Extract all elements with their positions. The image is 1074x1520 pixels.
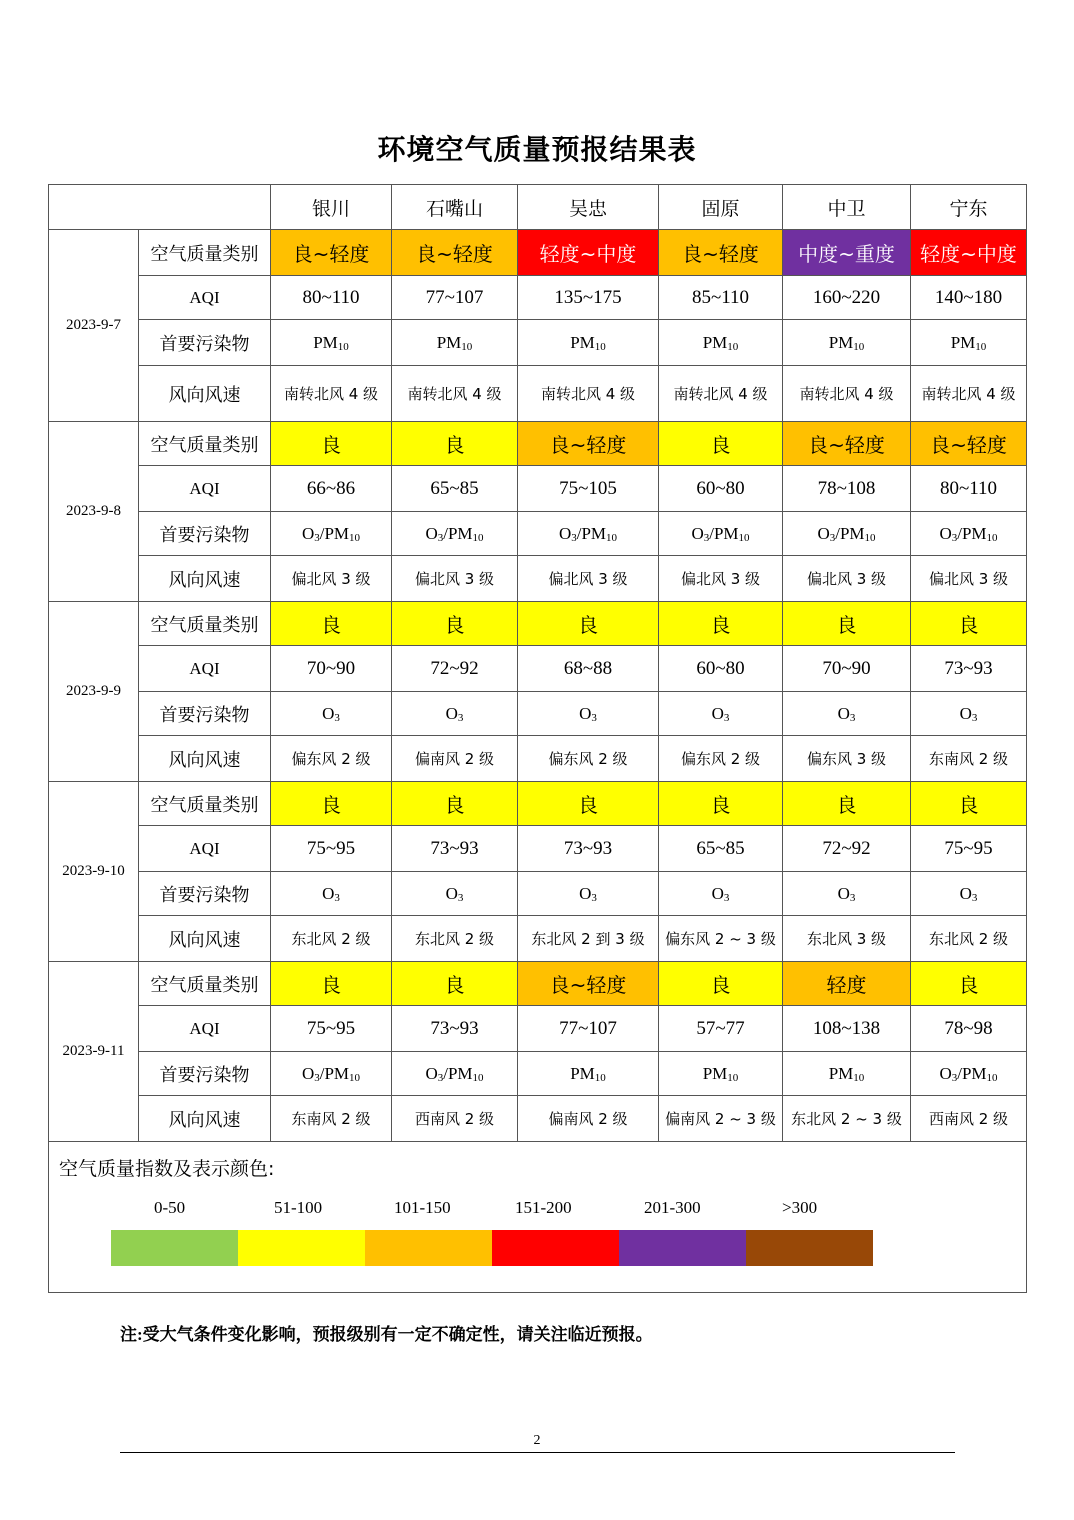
category-cell: 良~轻度 bbox=[659, 230, 783, 276]
page-number: 2 bbox=[533, 1433, 541, 1448]
row-aqi bbox=[49, 466, 1027, 512]
pollutant-subscript: 3 bbox=[457, 891, 464, 904]
pollutant-cell bbox=[783, 320, 911, 366]
row-label-aqi: AQI bbox=[139, 1006, 271, 1052]
pollutant-cell bbox=[911, 320, 1027, 366]
category-cell: 良 bbox=[659, 602, 783, 646]
pollutant-subscript: 10 bbox=[349, 531, 361, 544]
pollutant-cell bbox=[659, 872, 783, 916]
pollutant-subscript: 3 bbox=[849, 711, 856, 724]
row-label-pollutant: 首要污染物 bbox=[139, 320, 271, 366]
legend-color-bar bbox=[111, 1230, 873, 1266]
legend-cell bbox=[49, 1142, 1027, 1293]
wind-cell: 南转北风 4 级 bbox=[518, 366, 659, 422]
pollutant-cell bbox=[659, 1052, 783, 1096]
pollutant-cell bbox=[518, 692, 659, 736]
row-label-category: 空气质量类别 bbox=[139, 962, 271, 1006]
pollutant-subscript: 3 bbox=[971, 711, 978, 724]
row-aqi bbox=[49, 276, 1027, 320]
pollutant-name: O bbox=[445, 883, 458, 903]
pollutant-cell bbox=[659, 320, 783, 366]
pollutant-subscript: 10 bbox=[727, 1071, 739, 1084]
category-cell: 良 bbox=[911, 782, 1027, 826]
pollutant-cell bbox=[271, 512, 392, 556]
pollutant-name: /PM bbox=[443, 1063, 473, 1083]
category-cell: 良 bbox=[911, 962, 1027, 1006]
aqi-cell: 77~107 bbox=[392, 276, 518, 320]
category-cell: 良 bbox=[659, 782, 783, 826]
aqi-cell: 68~88 bbox=[518, 646, 659, 692]
aqi-cell: 160~220 bbox=[783, 276, 911, 320]
wind-cell: 偏东风 3 级 bbox=[783, 736, 911, 782]
pollutant-name: O bbox=[445, 703, 458, 723]
category-cell: 中度~重度 bbox=[783, 230, 911, 276]
pollutant-name: PM bbox=[828, 1063, 854, 1083]
category-cell: 良 bbox=[271, 782, 392, 826]
legend-swatch bbox=[619, 1230, 746, 1266]
pollutant-cell bbox=[518, 872, 659, 916]
wind-cell: 偏东风 2 级 bbox=[271, 736, 392, 782]
row-label-wind: 风向风速 bbox=[139, 556, 271, 602]
pollutant-cell bbox=[783, 692, 911, 736]
wind-cell: 偏东风 2 级 bbox=[659, 736, 783, 782]
pollutant-name: O bbox=[837, 883, 850, 903]
pollutant-name: O bbox=[817, 523, 830, 543]
row-wind bbox=[49, 736, 1027, 782]
category-cell: 良 bbox=[783, 782, 911, 826]
row-wind bbox=[49, 916, 1027, 962]
pollutant-name: PM bbox=[828, 332, 854, 352]
aqi-cell: 70~90 bbox=[271, 646, 392, 692]
category-cell: 良 bbox=[271, 602, 392, 646]
city-header: 中卫 bbox=[783, 185, 911, 230]
wind-cell: 东北风 2 ~ 3 级 bbox=[783, 1096, 911, 1142]
category-cell: 良~轻度 bbox=[911, 422, 1027, 466]
pollutant-name: PM bbox=[570, 332, 595, 352]
pollutant-subscript: 3 bbox=[723, 711, 730, 724]
category-cell: 良 bbox=[271, 962, 392, 1006]
row-label-pollutant: 首要污染物 bbox=[139, 692, 271, 736]
pollutant-cell bbox=[271, 872, 392, 916]
legend-title: 空气质量指数及表示颜色: bbox=[59, 1158, 275, 1180]
wind-cell: 东北风 3 级 bbox=[783, 916, 911, 962]
pollutant-cell bbox=[392, 512, 518, 556]
aqi-cell: 140~180 bbox=[911, 276, 1027, 320]
pollutant-name: O bbox=[322, 883, 335, 903]
pollutant-name: O bbox=[959, 883, 972, 903]
pollutant-name: O bbox=[579, 703, 592, 723]
aqi-cell: 65~85 bbox=[392, 466, 518, 512]
pollutant-subscript: 3 bbox=[437, 531, 444, 544]
pollutant-subscript: 10 bbox=[738, 531, 750, 544]
row-label-wind: 风向风速 bbox=[139, 366, 271, 422]
pollutant-name: /PM bbox=[576, 523, 607, 543]
row-category bbox=[49, 602, 1027, 646]
legend-swatch bbox=[111, 1230, 238, 1266]
aqi-cell: 73~93 bbox=[911, 646, 1027, 692]
pollutant-subscript: 3 bbox=[703, 531, 710, 544]
pollutant-cell bbox=[518, 1052, 659, 1096]
pollutant-name: O bbox=[939, 523, 952, 543]
category-cell: 良 bbox=[392, 422, 518, 466]
date-cell: 2023-9-8 bbox=[49, 422, 139, 602]
row-aqi bbox=[49, 646, 1027, 692]
pollutant-cell bbox=[783, 1052, 911, 1096]
aqi-cell: 73~93 bbox=[518, 826, 659, 872]
footnote: 注:受大气条件变化影响，预报级别有一定不确定性，请关注临近预报。 bbox=[120, 1325, 653, 1344]
wind-cell: 西南风 2 级 bbox=[392, 1096, 518, 1142]
aqi-cell: 80~110 bbox=[911, 466, 1027, 512]
row-label-wind: 风向风速 bbox=[139, 736, 271, 782]
row-aqi bbox=[49, 826, 1027, 872]
category-cell: 良~轻度 bbox=[392, 230, 518, 276]
pollutant-subscript: 10 bbox=[986, 1071, 998, 1084]
category-cell: 轻度~中度 bbox=[911, 230, 1027, 276]
row-pollutant bbox=[49, 320, 1027, 366]
pollutant-cell bbox=[659, 692, 783, 736]
wind-cell: 南转北风 4 级 bbox=[911, 366, 1027, 422]
city-header: 吴忠 bbox=[518, 185, 659, 230]
pollutant-subscript: 10 bbox=[853, 1071, 865, 1084]
footer-divider bbox=[120, 1452, 955, 1453]
aqi-cell: 70~90 bbox=[783, 646, 911, 692]
aqi-cell: 78~98 bbox=[911, 1006, 1027, 1052]
city-header: 石嘴山 bbox=[392, 185, 518, 230]
legend-range-label: 151-200 bbox=[515, 1198, 572, 1217]
pollutant-cell bbox=[911, 692, 1027, 736]
category-cell: 良 bbox=[911, 602, 1027, 646]
pollutant-cell bbox=[911, 872, 1027, 916]
row-pollutant bbox=[49, 1052, 1027, 1096]
category-cell: 良 bbox=[392, 962, 518, 1006]
pollutant-subscript: 3 bbox=[314, 1071, 320, 1084]
aqi-cell: 75~95 bbox=[271, 1006, 392, 1052]
wind-cell: 西南风 2 级 bbox=[911, 1096, 1027, 1142]
category-cell: 良~轻度 bbox=[518, 422, 659, 466]
pollutant-subscript: 10 bbox=[975, 340, 987, 353]
pollutant-name: /PM bbox=[957, 523, 987, 543]
category-cell: 良 bbox=[659, 962, 783, 1006]
row-label-aqi: AQI bbox=[139, 646, 271, 692]
wind-cell: 南转北风 4 级 bbox=[659, 366, 783, 422]
aqi-cell: 65~85 bbox=[659, 826, 783, 872]
aqi-cell: 73~93 bbox=[392, 1006, 518, 1052]
pollutant-cell bbox=[783, 872, 911, 916]
pollutant-name: O bbox=[959, 703, 972, 723]
wind-cell: 偏北风 3 级 bbox=[392, 556, 518, 602]
wind-cell: 偏南风 2 ~ 3 级 bbox=[659, 1096, 783, 1142]
pollutant-name: /PM bbox=[709, 523, 739, 543]
pollutant-name: PM bbox=[950, 332, 976, 352]
pollutant-cell bbox=[518, 320, 659, 366]
aqi-cell: 75~95 bbox=[911, 826, 1027, 872]
row-category bbox=[49, 962, 1027, 1006]
pollutant-name: /PM bbox=[957, 1063, 987, 1083]
row-category bbox=[49, 782, 1027, 826]
wind-cell: 偏东风 2 ~ 3 级 bbox=[659, 916, 783, 962]
pollutant-subscript: 10 bbox=[864, 531, 876, 544]
category-cell: 良~轻度 bbox=[271, 230, 392, 276]
pollutant-cell bbox=[659, 512, 783, 556]
wind-cell: 偏北风 3 级 bbox=[911, 556, 1027, 602]
date-cell: 2023-9-10 bbox=[49, 782, 139, 962]
legend-range-label: 101-150 bbox=[394, 1198, 451, 1217]
pollutant-subscript: 10 bbox=[727, 340, 739, 353]
category-cell: 良 bbox=[271, 422, 392, 466]
pollutant-subscript: 3 bbox=[951, 531, 958, 544]
pollutant-cell bbox=[911, 1052, 1027, 1096]
corner-cell bbox=[49, 185, 271, 230]
wind-cell: 东南风 2 级 bbox=[911, 736, 1027, 782]
pollutant-name: O bbox=[691, 523, 704, 543]
wind-cell: 偏北风 3 级 bbox=[518, 556, 659, 602]
pollutant-subscript: 3 bbox=[437, 1071, 444, 1084]
row-label-aqi: AQI bbox=[139, 466, 271, 512]
category-cell: 轻度 bbox=[783, 962, 911, 1006]
pollutant-cell bbox=[911, 512, 1027, 556]
pollutant-subscript: 3 bbox=[591, 711, 597, 724]
row-category bbox=[49, 230, 1027, 276]
row-label-category: 空气质量类别 bbox=[139, 602, 271, 646]
row-label-category: 空气质量类别 bbox=[139, 422, 271, 466]
aqi-cell: 77~107 bbox=[518, 1006, 659, 1052]
pollutant-cell bbox=[392, 320, 518, 366]
wind-cell: 南转北风 4 级 bbox=[271, 366, 392, 422]
pollutant-subscript: 10 bbox=[594, 340, 606, 353]
row-label-wind: 风向风速 bbox=[139, 1096, 271, 1142]
row-label-aqi: AQI bbox=[139, 276, 271, 320]
wind-cell: 偏南风 2 级 bbox=[392, 736, 518, 782]
pollutant-cell bbox=[271, 320, 392, 366]
legend-range-label: 0-50 bbox=[154, 1198, 186, 1217]
pollutant-name: O bbox=[425, 1063, 438, 1083]
legend-range-label: 201-300 bbox=[644, 1198, 701, 1217]
legend-range-label: 51-100 bbox=[274, 1198, 323, 1217]
wind-cell: 偏东风 2 级 bbox=[518, 736, 659, 782]
pollutant-name: O bbox=[425, 523, 438, 543]
pollutant-name: PM bbox=[313, 332, 338, 352]
pollutant-subscript: 3 bbox=[334, 891, 340, 904]
pollutant-cell bbox=[392, 1052, 518, 1096]
row-label-pollutant: 首要污染物 bbox=[139, 872, 271, 916]
row-label-pollutant: 首要污染物 bbox=[139, 512, 271, 556]
header-row bbox=[49, 185, 1027, 230]
pollutant-name: PM bbox=[436, 332, 462, 352]
category-cell: 良 bbox=[783, 602, 911, 646]
aqi-cell: 72~92 bbox=[392, 646, 518, 692]
row-wind bbox=[49, 366, 1027, 422]
pollutant-name: O bbox=[322, 703, 335, 723]
legend-range-label: >300 bbox=[782, 1198, 818, 1217]
legend-labels bbox=[154, 1198, 934, 1220]
pollutant-subscript: 10 bbox=[472, 531, 484, 544]
category-cell: 良 bbox=[392, 602, 518, 646]
wind-cell: 东北风 2 级 bbox=[392, 916, 518, 962]
aqi-cell: 78~108 bbox=[783, 466, 911, 512]
aqi-cell: 72~92 bbox=[783, 826, 911, 872]
pollutant-cell bbox=[518, 512, 659, 556]
row-label-pollutant: 首要污染物 bbox=[139, 1052, 271, 1096]
category-cell: 良 bbox=[659, 422, 783, 466]
aqi-cell: 66~86 bbox=[271, 466, 392, 512]
row-wind bbox=[49, 1096, 1027, 1142]
pollutant-subscript: 3 bbox=[971, 891, 978, 904]
pollutant-name: O bbox=[837, 703, 850, 723]
wind-cell: 偏北风 3 级 bbox=[659, 556, 783, 602]
pollutant-cell bbox=[392, 872, 518, 916]
aqi-cell: 75~95 bbox=[271, 826, 392, 872]
date-cell: 2023-9-7 bbox=[49, 230, 139, 422]
pollutant-name: O bbox=[301, 523, 315, 543]
legend-swatch bbox=[492, 1230, 619, 1266]
pollutant-subscript: 3 bbox=[829, 531, 836, 544]
row-pollutant bbox=[49, 872, 1027, 916]
category-cell: 良 bbox=[518, 782, 659, 826]
wind-cell: 东南风 2 级 bbox=[271, 1096, 392, 1142]
date-cell: 2023-9-9 bbox=[49, 602, 139, 782]
wind-cell: 东北风 2 级 bbox=[911, 916, 1027, 962]
wind-cell: 东北风 2 到 3 级 bbox=[518, 916, 659, 962]
pollutant-subscript: 3 bbox=[314, 531, 320, 544]
aqi-cell: 73~93 bbox=[392, 826, 518, 872]
pollutant-subscript: 3 bbox=[334, 711, 340, 724]
legend-swatch bbox=[746, 1230, 873, 1266]
pollutant-name: O bbox=[558, 523, 572, 543]
pollutant-name: PM bbox=[702, 332, 728, 352]
row-label-category: 空气质量类别 bbox=[139, 230, 271, 276]
row-category bbox=[49, 422, 1027, 466]
wind-cell: 偏北风 3 级 bbox=[271, 556, 392, 602]
wind-cell: 偏北风 3 级 bbox=[783, 556, 911, 602]
pollutant-subscript: 10 bbox=[337, 340, 349, 353]
row-wind bbox=[49, 556, 1027, 602]
pollutant-name: O bbox=[711, 883, 724, 903]
pollutant-subscript: 3 bbox=[951, 1071, 958, 1084]
pollutant-name: /PM bbox=[443, 523, 473, 543]
forecast-table bbox=[48, 184, 1027, 1293]
legend-row bbox=[49, 1142, 1027, 1293]
pollutant-name: O bbox=[579, 883, 592, 903]
pollutant-cell bbox=[392, 692, 518, 736]
page-title: 环境空气质量预报结果表 bbox=[377, 133, 697, 166]
aqi-cell: 60~80 bbox=[659, 646, 783, 692]
pollutant-subscript: 10 bbox=[461, 340, 473, 353]
pollutant-name: /PM bbox=[319, 1063, 350, 1083]
date-cell: 2023-9-11 bbox=[49, 962, 139, 1142]
row-label-category: 空气质量类别 bbox=[139, 782, 271, 826]
category-cell: 良~轻度 bbox=[518, 962, 659, 1006]
aqi-cell: 75~105 bbox=[518, 466, 659, 512]
aqi-cell: 57~77 bbox=[659, 1006, 783, 1052]
aqi-cell: 60~80 bbox=[659, 466, 783, 512]
pollutant-subscript: 3 bbox=[571, 531, 577, 544]
aqi-cell: 108~138 bbox=[783, 1006, 911, 1052]
wind-cell: 东北风 2 级 bbox=[271, 916, 392, 962]
pollutant-subscript: 10 bbox=[853, 340, 865, 353]
pollutant-cell bbox=[783, 512, 911, 556]
row-label-wind: 风向风速 bbox=[139, 916, 271, 962]
aqi-cell: 85~110 bbox=[659, 276, 783, 320]
row-aqi bbox=[49, 1006, 1027, 1052]
category-cell: 良 bbox=[518, 602, 659, 646]
city-header: 固原 bbox=[659, 185, 783, 230]
city-header: 宁东 bbox=[911, 185, 1027, 230]
pollutant-name: /PM bbox=[319, 523, 350, 543]
pollutant-name: O bbox=[301, 1063, 315, 1083]
pollutant-subscript: 3 bbox=[591, 891, 597, 904]
pollutant-cell bbox=[271, 1052, 392, 1096]
legend-swatch bbox=[365, 1230, 492, 1266]
wind-cell: 南转北风 4 级 bbox=[392, 366, 518, 422]
pollutant-subscript: 10 bbox=[606, 531, 618, 544]
wind-cell: 南转北风 4 级 bbox=[783, 366, 911, 422]
category-cell: 轻度~中度 bbox=[518, 230, 659, 276]
pollutant-subscript: 10 bbox=[594, 1071, 606, 1084]
pollutant-cell bbox=[271, 692, 392, 736]
pollutant-subscript: 3 bbox=[849, 891, 856, 904]
pollutant-subscript: 10 bbox=[349, 1071, 361, 1084]
pollutant-subscript: 3 bbox=[723, 891, 730, 904]
pollutant-name: PM bbox=[702, 1063, 728, 1083]
category-cell: 良 bbox=[392, 782, 518, 826]
aqi-cell: 80~110 bbox=[271, 276, 392, 320]
row-label-aqi: AQI bbox=[139, 826, 271, 872]
pollutant-subscript: 3 bbox=[457, 711, 464, 724]
pollutant-name: /PM bbox=[835, 523, 865, 543]
pollutant-name: O bbox=[711, 703, 724, 723]
wind-cell: 偏南风 2 级 bbox=[518, 1096, 659, 1142]
row-pollutant bbox=[49, 512, 1027, 556]
city-header: 银川 bbox=[271, 185, 392, 230]
row-pollutant bbox=[49, 692, 1027, 736]
aqi-cell: 135~175 bbox=[518, 276, 659, 320]
category-cell: 良~轻度 bbox=[783, 422, 911, 466]
pollutant-subscript: 10 bbox=[986, 531, 998, 544]
legend-swatch bbox=[238, 1230, 365, 1266]
pollutant-name: PM bbox=[570, 1063, 595, 1083]
pollutant-subscript: 10 bbox=[472, 1071, 484, 1084]
pollutant-name: O bbox=[939, 1063, 952, 1083]
